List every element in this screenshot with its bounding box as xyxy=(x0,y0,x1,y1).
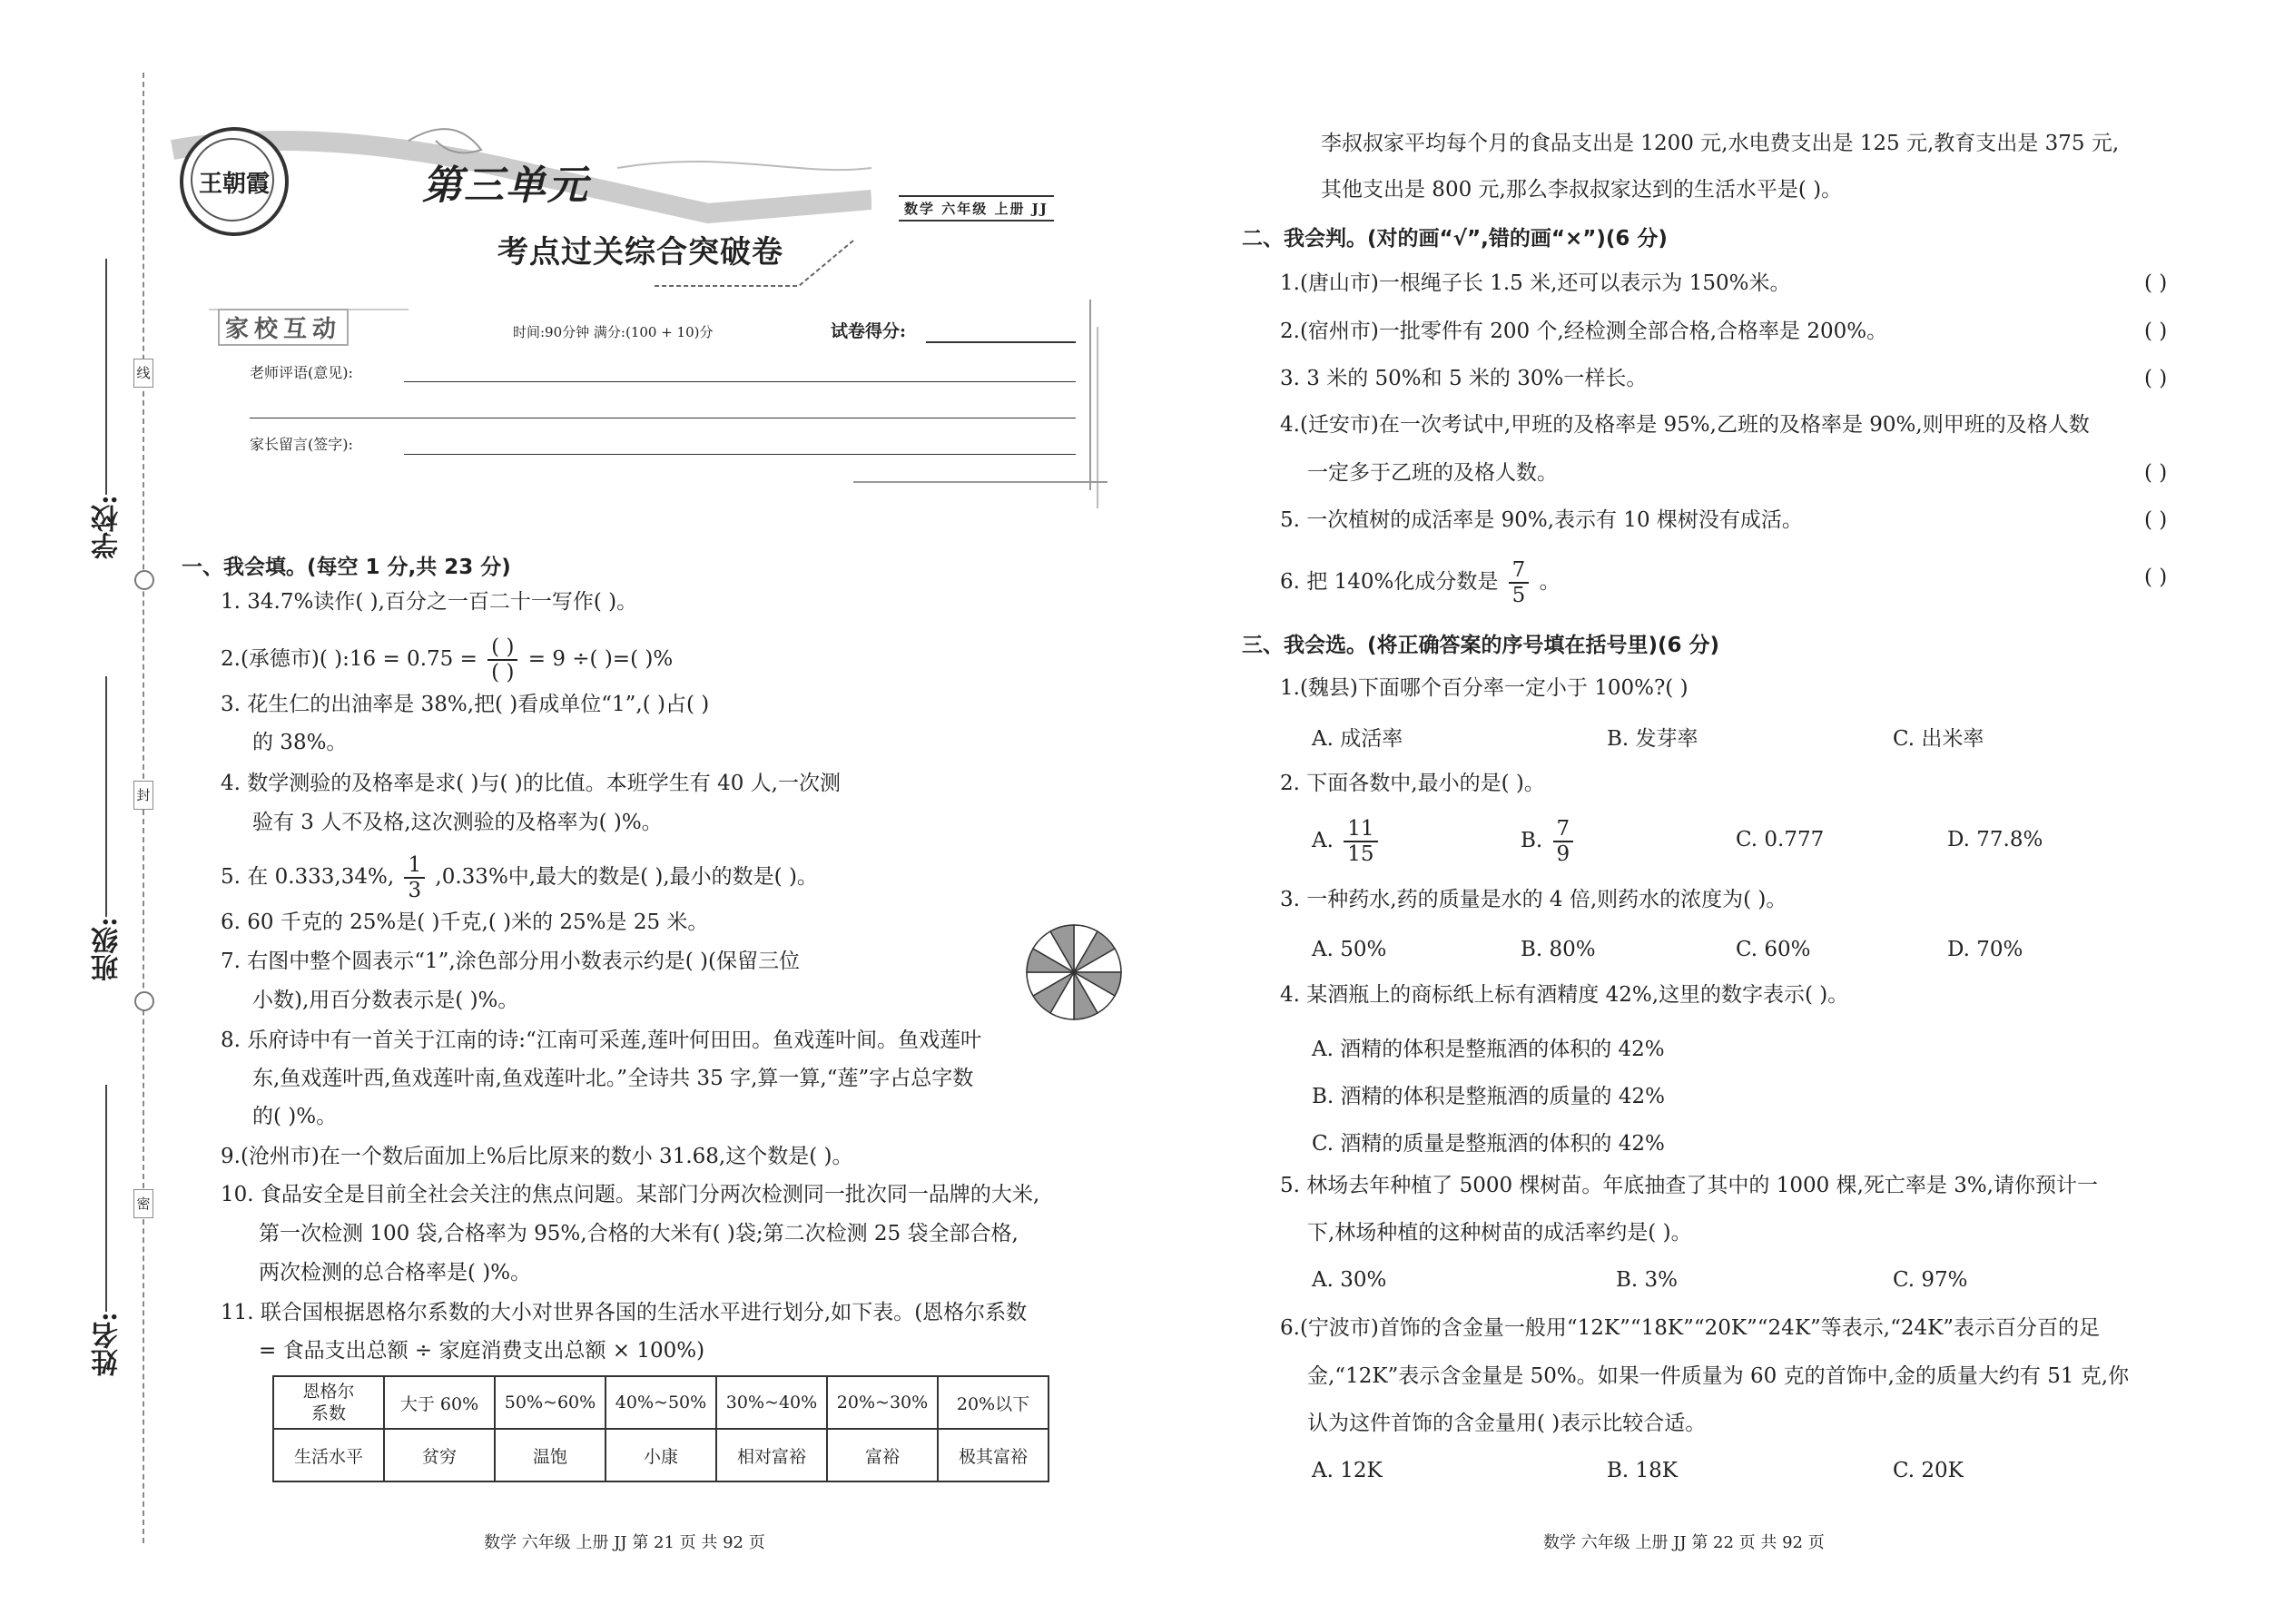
question-2 xyxy=(221,635,673,684)
table-cell: 40%~50% xyxy=(605,1376,716,1429)
fraction-denominator: 3 xyxy=(408,879,422,902)
fraction xyxy=(1509,558,1530,607)
question-7: 7. 右图中整个圆表示“1”,涂色部分用小数表示约是( )(保留三位 xyxy=(221,950,800,973)
choice-2-option[interactable]: D. 77.8% xyxy=(1947,828,2043,851)
judge-4: 4.(迁安市)在一次考试中,甲班的及格率是 95%,乙班的及格率是 90%,则甲班的及格人数 xyxy=(1280,413,2090,437)
choice-5-option[interactable]: A. 30% xyxy=(1312,1268,1387,1292)
fraction xyxy=(1553,817,1574,866)
choice-3: 3. 一种药水,药的质量是水的 4 倍,则药水的浓度为( )。 xyxy=(1280,888,1787,911)
choice-4-option[interactable]: B. 酒精的体积是整瓶酒的质量的 42% xyxy=(1312,1085,1665,1108)
score-blank[interactable] xyxy=(926,341,1076,343)
question-11: 11. 联合国根据恩格尔系数的大小对世界各国的生活水平进行划分,如下表。(恩格尔系数 xyxy=(221,1301,1028,1324)
table-cell: 恩格尔 系数 xyxy=(273,1376,384,1429)
exam-meta: 时间:90分钟 满分:(100 + 10)分 xyxy=(513,324,714,340)
choice-3-option[interactable]: B. 80% xyxy=(1521,938,1596,961)
question-10-cont: 第一次检测 100 袋,合格率为 95%,合格的大米有( )袋;第二次检测 25 袋全部合格, xyxy=(259,1222,1019,1245)
table-cell: 极其富裕 xyxy=(938,1429,1049,1481)
question-11-cont: = 食品支出总额 ÷ 家庭消费支出总额 × 100%) xyxy=(259,1339,705,1363)
question-9: 9.(沧州市)在一个数后面加上%后比原来的数小 31.68,这个数是( )。 xyxy=(221,1145,853,1168)
choice-5-option[interactable]: C. 97% xyxy=(1893,1268,1968,1292)
class-blank[interactable] xyxy=(105,676,107,917)
grade-tag: 数学 六年级 上册 JJ xyxy=(899,195,1054,221)
teacher-comment-line[interactable] xyxy=(404,381,1076,382)
section-2-title: 二、我会判。(对的画“√”,错的画“×”)(6 分) xyxy=(1242,227,1668,251)
fraction xyxy=(487,635,517,684)
question-8-cont: 东,鱼戏莲叶西,鱼戏莲叶南,鱼戏莲叶北。”全诗共 35 字,算一算,“莲”字占总字数 xyxy=(252,1067,974,1090)
question-11-cont: 其他支出是 800 元,那么李叔叔家达到的生活水平是( )。 xyxy=(1321,178,1843,202)
judge-4-cont: 一定多于乙班的及格人数。 xyxy=(1307,461,1558,485)
question-1: 1. 34.7%读作( ),百分之一百二十一写作( )。 xyxy=(221,590,638,614)
question-8-cont: 的( )%。 xyxy=(252,1105,338,1128)
answer-bracket[interactable]: ( ) xyxy=(2144,320,2168,343)
logo-text: 王朝霞 xyxy=(198,171,270,198)
school-blank[interactable] xyxy=(105,259,107,495)
table-cell: 温饱 xyxy=(495,1429,605,1481)
table-cell: 50%~60% xyxy=(495,1376,605,1429)
judge-6-text: 。 xyxy=(1539,570,1561,594)
question-2-text: = 9 ÷( )=( )% xyxy=(527,647,674,671)
question-5 xyxy=(221,853,818,902)
choice-5-cont: 下,林场种植的这种树苗的成活率约是( )。 xyxy=(1307,1221,1692,1245)
school-label: 学校: xyxy=(92,495,123,560)
question-8: 8. 乐府诗中有一首关于江南的诗:“江南可采莲,莲叶何田田。鱼戏莲叶间。鱼戏莲叶 xyxy=(221,1029,982,1052)
fraction-numerator: 7 xyxy=(1509,558,1530,584)
binding-char: 线 xyxy=(133,359,153,388)
publisher-logo xyxy=(180,127,289,236)
table-cell: 20%以下 xyxy=(938,1376,1049,1429)
section-1-title: 一、我会填。(每空 1 分,共 23 分) xyxy=(182,556,511,579)
table-cell: 小康 xyxy=(605,1429,716,1481)
choice-6-cont: 认为这件首饰的含金量用( )表示比较合适。 xyxy=(1307,1412,1707,1435)
answer-bracket[interactable]: ( ) xyxy=(2144,271,2168,295)
table-cell: 贫穷 xyxy=(384,1429,495,1481)
choice-2-option[interactable] xyxy=(1521,817,1577,866)
judge-5: 5. 一次植树的成活率是 90%,表示有 10 棵树没有成活。 xyxy=(1280,508,1803,532)
table-cell: 大于 60% xyxy=(384,1376,495,1429)
table-cell: 相对富裕 xyxy=(716,1429,827,1481)
fraction-numerator: 7 xyxy=(1553,817,1574,842)
option-letter: B. xyxy=(1521,829,1543,852)
choice-4: 4. 某酒瓶上的商标纸上标有酒精度 42%,这里的数字表示( )。 xyxy=(1280,983,1849,1007)
choice-4-option[interactable]: A. 酒精的体积是整瓶酒的体积的 42% xyxy=(1312,1038,1665,1061)
pie-chart xyxy=(1024,922,1124,1022)
score-label: 试卷得分: xyxy=(831,321,907,341)
right-footer: 数学 六年级 上册 JJ 第 22 页 共 92 页 xyxy=(1543,1533,1825,1552)
page-subtitle: 考点过关综合突破卷 xyxy=(497,234,783,271)
judge-6-text: 6. 把 140%化成分数是 xyxy=(1280,570,1499,594)
parent-comment-label: 家长留言(签字): xyxy=(250,436,353,453)
fraction-numerator: 1 xyxy=(404,853,425,879)
table-cell: 生活水平 xyxy=(273,1429,384,1481)
choice-6-option[interactable]: A. 12K xyxy=(1312,1459,1383,1482)
answer-bracket[interactable]: ( ) xyxy=(2144,508,2168,532)
question-4: 4. 数学测验的及格率是求( )与( )的比值。本班学生有 40 人,一次测 xyxy=(221,772,841,795)
name-label: 姓名: xyxy=(92,1312,123,1377)
fraction-numerator: 11 xyxy=(1344,817,1377,842)
option-letter: A. xyxy=(1312,829,1334,852)
parent-comment-line[interactable] xyxy=(404,454,1076,455)
home-school-box xyxy=(218,309,1108,508)
answer-bracket[interactable]: ( ) xyxy=(2144,461,2168,485)
choice-3-option[interactable]: A. 50% xyxy=(1312,938,1387,961)
choice-5: 5. 林场去年种植了 5000 棵树苗。年底抽查了其中的 1000 棵,死亡率是 3%,请你预计一 xyxy=(1280,1174,2098,1197)
answer-bracket[interactable]: ( ) xyxy=(2144,367,2168,390)
fraction-denominator: 5 xyxy=(1511,584,1526,607)
choice-6-cont: 金,“12K”表示含金量是 50%。如果一件质量为 60 克的首饰中,金的质量大约有 51 克,你 xyxy=(1307,1364,2130,1388)
choice-5-option[interactable]: B. 3% xyxy=(1616,1268,1679,1292)
fraction-denominator: 15 xyxy=(1347,842,1374,866)
choice-1-option[interactable]: C. 出米率 xyxy=(1893,727,1984,751)
choice-3-option[interactable]: C. 60% xyxy=(1736,938,1811,961)
choice-2-option[interactable] xyxy=(1312,817,1382,866)
engel-table xyxy=(272,1375,1049,1482)
table-row xyxy=(273,1376,1049,1429)
question-5-text: 5. 在 0.333,34%, xyxy=(221,865,395,889)
question-10-cont: 两次检测的总合格率是( )%。 xyxy=(259,1261,532,1284)
table-cell: 20%~30% xyxy=(827,1376,938,1429)
choice-1: 1.(魏县)下面哪个百分率一定小于 100%?( ) xyxy=(1280,676,1689,700)
judge-2: 2.(宿州市)一批零件有 200 个,经检测全部合格,合格率是 200%。 xyxy=(1280,320,1888,343)
home-school-title: 家校互动 xyxy=(218,309,349,346)
choice-4-option[interactable]: C. 酒精的质量是整瓶酒的体积的 42% xyxy=(1312,1132,1665,1156)
left-footer: 数学 六年级 上册 JJ 第 21 页 共 92 页 xyxy=(484,1533,765,1552)
fraction-denominator: ( ) xyxy=(491,661,515,684)
choice-1-option[interactable]: B. 发芽率 xyxy=(1607,727,1698,751)
fraction-numerator: ( ) xyxy=(487,635,517,661)
unit-title: 第三单元 xyxy=(422,162,589,209)
teacher-comment-label: 老师评语(意见): xyxy=(250,364,353,381)
fraction-denominator: 9 xyxy=(1556,842,1570,866)
table-row xyxy=(273,1429,1049,1481)
name-blank[interactable] xyxy=(105,1085,107,1312)
choice-6-option[interactable]: C. 20K xyxy=(1893,1459,1964,1482)
question-5-text: ,0.33%中,最大的数是( ),最小的数是( )。 xyxy=(435,865,818,889)
binding-char: 封 xyxy=(133,781,153,810)
fraction xyxy=(404,853,425,902)
question-6: 6. 60 千克的 25%是( )千克,( )米的 25%是 25 米。 xyxy=(221,910,709,934)
judge-6 xyxy=(1280,558,1561,607)
choice-2: 2. 下面各数中,最小的是( )。 xyxy=(1280,772,1545,795)
question-2-text: 2.(承德市)( ):16 = 0.75 = xyxy=(221,647,478,671)
choice-2-option[interactable]: C. 0.777 xyxy=(1736,828,1825,851)
section-3-title: 三、我会选。(将正确答案的序号填在括号里)(6 分) xyxy=(1242,634,1720,657)
choice-3-option[interactable]: D. 70% xyxy=(1947,938,2023,961)
choice-1-option[interactable]: A. 成活率 xyxy=(1312,727,1403,751)
binding-hole xyxy=(134,570,154,590)
choice-6: 6.(宁波市)首饰的含金量一般用“12K”“18K”“20K”“24K”等表示,“24K”表示百分百的足 xyxy=(1280,1316,2101,1340)
class-label: 班级: xyxy=(92,917,123,982)
choice-6-option[interactable]: B. 18K xyxy=(1607,1459,1678,1482)
question-3-cont: 的 38%。 xyxy=(252,731,348,754)
judge-1: 1.(唐山市)一根绳子长 1.5 米,还可以表示为 150%米。 xyxy=(1280,271,1791,295)
judge-3: 3. 3 米的 50%和 5 米的 30%一样长。 xyxy=(1280,367,1648,390)
question-10: 10. 食品安全是目前全社会关注的焦点问题。某部门分两次检测同一批次同一品牌的大米, xyxy=(221,1183,1040,1206)
table-cell: 富裕 xyxy=(827,1429,938,1481)
table-cell: 30%~40% xyxy=(716,1376,827,1429)
binding-char: 密 xyxy=(133,1189,153,1218)
question-11-cont: 李叔叔家平均每个月的食品支出是 1200 元,水电费支出是 125 元,教育支出是 375 元, xyxy=(1321,132,2120,155)
answer-bracket[interactable]: ( ) xyxy=(2144,566,2168,589)
question-3: 3. 花生仁的出油率是 38%,把( )看成单位“1”,( )占( ) xyxy=(221,693,710,716)
question-4-cont: 验有 3 人不及格,这次测验的及格率为( )%。 xyxy=(252,811,663,834)
fraction xyxy=(1344,817,1377,866)
binding-hole xyxy=(134,991,154,1011)
question-7-cont: 小数),用百分数表示是( )%。 xyxy=(252,989,519,1012)
